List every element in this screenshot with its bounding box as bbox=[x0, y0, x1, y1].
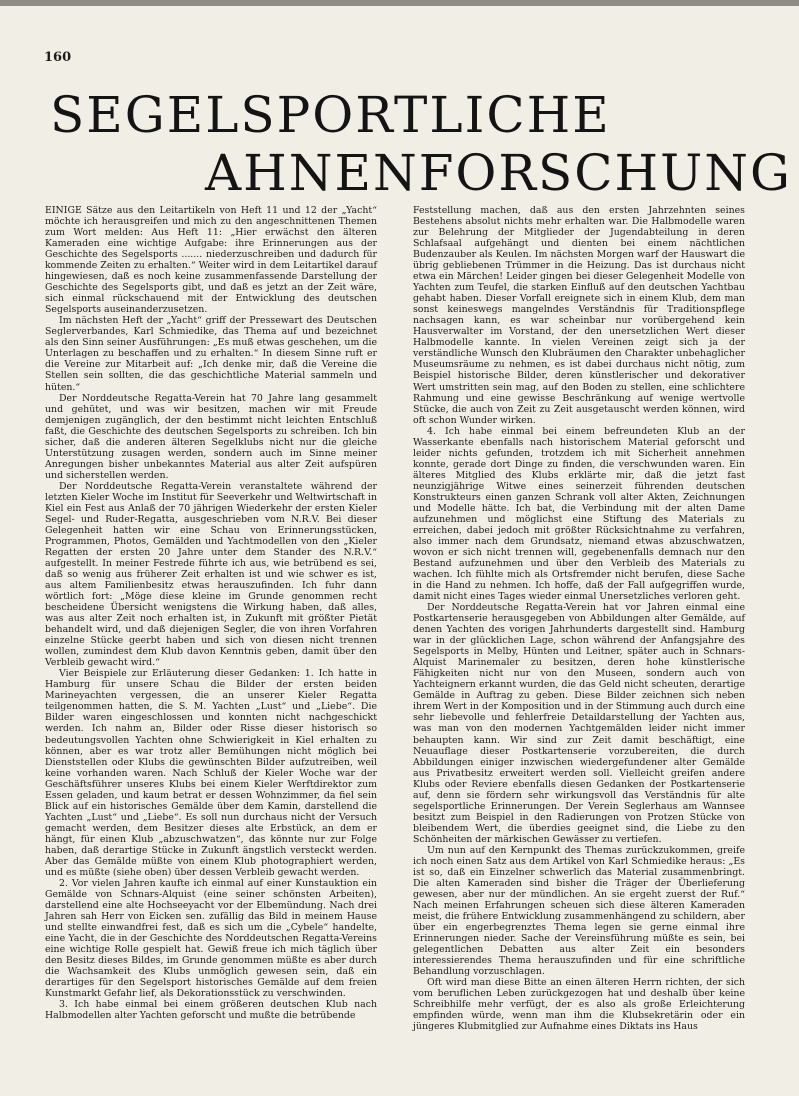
paragraph: 2. Vor vielen Jahren kaufte ich einmal auf einer Kunstauktion ein Gemälde von Schnars-Alquist (eine seiner schönsten Arbeiten), darstellend eine alte Hochseeyacht vor der Elbemündung. Nach drei Jahren sah Herr von Eicken sen. zufällig das Bild in meinem Hause und stellte einwandfrei fest, daß es sich um die „Cybele“ handelte, eine Yacht, die in der Geschichte des Norddeutschen Regatta-Vereins eine wichtige Rolle gespielt hat. Gewiß freue ich mich täglich über den Besitz dieses Bildes, im Grunde genommen müßte es aber durch die Wachsamkeit des Klubs unmöglich gewesen sein, daß ein derartiges für den Segelsport historisches Gemälde auf dem freien Kunstmarkt Gefahr lief, als Dekorationsstück zu verschwinden. bbox=[45, 877, 377, 1000]
top-scan-edge bbox=[0, 0, 799, 6]
paragraph: Um nun auf den Kernpunkt des Themas zurückzukommen, greife ich noch einen Satz aus dem Artikel von Karl Schmiedike heraus: „Es ist so, daß ein Einzelner schwerlich das Material zusammenbringt. Die alten Kameraden sind bisher die Träger der Überlieferung gewesen, aber nur der mündlichen. An sie ergeht zuerst der Ruf.“ Nach meinen Erfahrungen scheuen sich diese älteren Kameraden meist, die frühere Entwicklung zusammenhängend zu schildern, aber über ein engerbegrenztes Thema legen sie gerne einmal ihre Erinnerungen nieder. Sache der Vereinsführung müßte es sein, bei gelegentlichen Debatten aus alter Zeit ein besonders interessierendes Thema herauszufinden und für eine schriftliche Behandlung vorzuschlagen. bbox=[413, 844, 745, 978]
paragraph: 3. Ich habe einmal bei einem größeren deutschen Klub nach Halbmodellen alter Yachten geforscht und mußte die betrübende bbox=[45, 999, 377, 1022]
paragraph: Feststellung machen, daß aus den ersten Jahrzehnten seines Bestehens absolut nichts mehr erhalten war. Die Halbmodelle waren zur Belehrung der Mitglieder der Jugendabteilung in deren Schlafsaal aufgehängt und dienten bei einem nächtlichen Budenzauber als Keulen. Im nächsten Morgen warf der Hauswart die übrig gebliebenen Trümmer in die Heizung. Das ist durchaus nicht etwa ein Märchen! Leider gingen bei dieser Gelegenheit Modelle von Yachten zum Teufel, die starken Einfluß auf den deutschen Yachtbau gehabt haben. Dieser Vorfall ereignete sich in einem Klub, dem man sonst keineswegs mangelndes Verständnis für Traditionspflege nachsagen kann, es war scheinbar nur vorübergehend kein Hausverwalter im Vorstand, der den unersetzlichen Wert dieser Halbmodelle kannte. In vielen Vereinen zeigt sich ja der verständliche Wunsch den Klubräumen den Charakter unbehaglicher Museumsräume zu nehmen, es ist dabei durchaus nicht nötig, zum Beispiel historische Bilder, deren künstlerischer und dekorativer Wert umstritten sein mag, auf den Boden zu stellen, eine schlichtere Rahmung und eine gewisse Beschränkung auf wenige wertvolle Stücke, die auch von Zeit zu Zeit ausgetauscht werden können, wird oft schon Wunder wirken. bbox=[413, 205, 745, 426]
page-number: 160 bbox=[44, 50, 72, 65]
paragraph: Vier Beispiele zur Erläuterung dieser Gedanken: 1. Ich hatte in Hamburg für unsere Schau die Bilder der ersten beiden Marineyachten vergessen, die an unserer Kieler Regatta teilgenommen hatten, die S. M. Yachten „Lust“ und „Liebe“. Die Bilder waren eingeschlossen und konnten nicht nachgeschickt werden. Ich nahm an, Bilder oder Risse dieser historisch so bedeutungsvollen Yachten ohne Schwierigkeit in Kiel erhalten zu können, aber es war trotz aller Bemühungen nicht möglich bei Dienststellen oder Klubs die gewünschten Bilder aufzutreiben, weil keine vorhanden waren. Nach Schluß der Kieler Woche war der Geschäftsführer unseres Klubs bei einem Kieler Werftdirektor zum Essen geladen, und kaum betrat er dessen Wohnzimmer, da fiel sein Blick auf ein historisches Gemälde über dem Kamin, darstellend die Yachten „Lust“ und „Liebe“. Es soll nun durchaus nicht der Versuch gemacht werden, dem Besitzer dieses alte Erbstück, an dem er hängt, für einen Klub „abzuschwatzen“, das könnte nur zur Folge haben, daß derartige Stücke in Zukunft ängstlich versteckt werden. Aber das Gemälde müßte von einem Klub photographiert werden, und es müßte (siehe oben) über dessen Verbleib gewacht werden. bbox=[45, 668, 377, 878]
paragraph: Der Norddeutsche Regatta-Verein veranstaltete während der letzten Kieler Woche im Institut für Seeverkehr und Weltwirtschaft in Kiel ein Fest aus Anlaß der 70 jährigen Wiederkehr der ersten Kieler Segel- und Ruder-Regatta, ausgeschrieben vom N.R.V. Bei dieser Gelegenheit hatten wir eine Schau von Erinnerungsstücken, Programmen, Photos, Gemälden und Yachtmodellen von den „Kieler Regatten der ersten 20 Jahre unter dem Stander des N.R.V.“ aufgestellt. In meiner Festrede führte ich aus, wie betrübend es sei, daß so wenig aus früherer Zeit erhalten ist und wie schwer es ist, aus altem Familienbesitz etwas herauszufinden. Ich fuhr dann wörtlich fort: „Möge diese kleine im Grunde genommen recht bescheidene Übersicht wenigstens die Wirkung haben, daß alles, was aus alter Zeit noch erhalten ist, in Zukunft mit größter Pietät behandelt wird, und daß diejenigen Segler, die von ihren Vorfahren einzelne Stücke geerbt haben und sich von diesen nicht trennen wollen, zumindest dem Klub davon Kenntnis geben, damit über den Verbleib gewacht wird.“ bbox=[45, 480, 377, 669]
paragraph: 4. Ich habe einmal bei einem befreundeten Klub an der Wasserkante ebenfalls nach historischem Material geforscht und leider nichts gefunden, trotzdem ich mit Sicherheit annehmen konnte, gerade dort Dinge zu finden, die verschwunden waren. Ein älteres Mitglied des Klubs erklärte mir, daß die jetzt fast neunzigjährige Witwe eines seinerzeit führenden deutschen Konstrukteurs einen ganzen Schrank voll alter Akten, Zeichnungen und Modelle hätte. Ich bat, die Verbindung mit der alten Dame aufzunehmen und möglichst eine Stiftung des Materials zu erreichen, dabei jedoch mit größter Rücksichtnahme zu verfahren, also immer nach dem Grundsatz, niemand etwas abzuschwatzen, wovon er sich nicht trennen will, gegebenenfalls demnach nur den Bestand aufzunehmen und über den Verbleib des Materials zu wachen. Ich fühlte mich als Ortsfremder nicht berufen, diese Sache in die Hand zu nehmen. Ich hoffe, daß der Fall aufgegriffen wurde, damit nicht eines Tages wieder einmal Unersetzliches verloren geht. bbox=[413, 425, 745, 603]
title-line-1: SEGELSPORTLICHE bbox=[50, 86, 611, 144]
paragraph: Der Norddeutsche Regatta-Verein hat 70 Jahre lang gesammelt und gehütet, und was wir besitzen, machen wir mit Freude demjenigen zugänglich, der den bestimmt nicht leichten Entschluß faßt, die Geschichte des deutschen Segelsports zu schreiben. Ich bin sicher, daß die anderen älteren Segelklubs nicht nur die gleiche Unterstützung zusagen werden, sondern auch im Sinne meiner Anregungen bisher unbekanntes Material aus alter Zeit aufspüren und sicherstellen werden. bbox=[45, 392, 377, 481]
title-line-2: AHNENFORSCHUNG bbox=[205, 144, 792, 202]
paragraph: EINIGE Sätze aus den Leitartikeln von Heft 11 und 12 der „Yacht“ möchte ich herausgreifen und mich zu den angeschnittenen Themen zum Wort melden: Aus Heft 11: „Hier erwächst den älteren Kameraden eine wichtige Aufgabe: ihre Erinnerungen aus der Geschichte des Segelsports ....... niederzuschreiben und dadurch für kommende Zeiten zu erhalten.“ Weiter wird in dem Leitartikel darauf hingewiesen, daß es noch keine zusammenfassende Darstellung der Geschichte des Segelsports gibt, und daß es jetzt an der Zeit wäre, sich einmal rückschauend mit der Entwicklung des deutschen Segelsports auseinanderzusetzen. bbox=[45, 205, 377, 316]
paragraph: Oft wird man diese Bitte an einen älteren Herrn richten, der sich vom beruflichen Leben zurückgezogen hat und deshalb über keine Schreibhilfe mehr verfügt, der es also als große Erleichterung empfinden würde, wenn man ihm die Klubsekretärin oder ein jüngeres Klubmitglied zur Aufnahme eines Diktats ins Haus bbox=[413, 977, 745, 1033]
paragraph: Der Norddeutsche Regatta-Verein hat vor Jahren einmal eine Postkartenserie herausgegeben von Abbildungen alter Gemälde, auf denen Yachten des vorigen Jahrhunderts dargestellt sind. Hamburg war in der glücklichen Lage, schon während der Anfangsjahre des Segelsports in Melby, Hünten und Leitner, später auch in Schnars-Alquist Marinemaler zu besitzen, deren hohe künstlerische Fähigkeiten nicht nur von den Museen, sondern auch von Yachteignern erkannt wurden, die das Geld nicht scheuten, derartige Gemälde in Auftrag zu geben. Diese Bilder zeichnen sich neben ihrem Wert in der Komposition und in der Stimmung auch durch eine sehr liebevolle und fehlerfreie Detaildarstellung der Yachten aus, was man von den modernen Yachtgemälden leider nicht immer behaupten kann. Wir sind zur Zeit damit beschäftigt, eine Neuauflage dieser Postkartenserie vorzubereiten, die durch Abbildungen einiger inzwischen wiedergefundener alter Gemälde aus Privatbesitz erweitert werden soll. Vielleicht greifen andere Klubs oder Reviere ebenfalls diesen Gedanken der Postkartenserie auf, denn sie fördern sehr wirkungsvoll das Verständnis für alte segelsportliche Erinnerungen. Der Verein Seglerhaus am Wannsee besitzt zum Beispiel in den Radierungen von Protzen Stücke von bleibendem Wert, die überdies geeignet sind, die Liebe zu den Schönheiten der märkischen Gewässer zu vertiefen. bbox=[413, 602, 745, 845]
left-column bbox=[45, 205, 377, 1021]
right-column bbox=[413, 205, 745, 1032]
paragraph: Im nächsten Heft der „Yacht“ griff der Pressewart des Deutschen Seglerverbandes, Karl Schmiedike, das Thema auf und bezeichnet als den Sinn seiner Ausführungen: „Es muß etwas geschehen, um die Unterlagen zu beschaffen und zu erhalten.“ In diesem Sinne ruft er die Vereine zur Mitarbeit auf: „Ich denke mir, daß die Vereine die Stellen sein sollten, die das geschichtliche Material sammeln und hüten.“ bbox=[45, 315, 377, 393]
